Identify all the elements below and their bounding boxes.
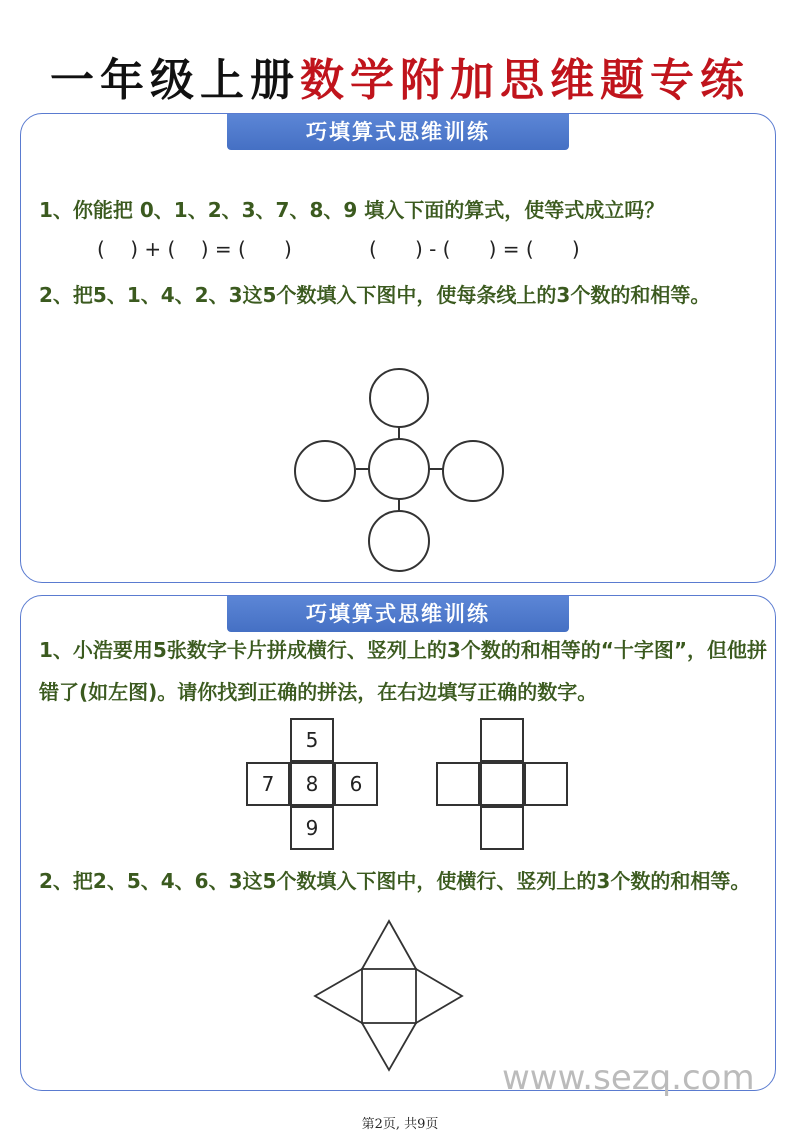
circle-bottom (369, 511, 429, 571)
page-title (0, 44, 800, 108)
title-grade: 一年级上册 (50, 55, 300, 106)
page-footer: 第2页, 共9页 (361, 1117, 439, 1131)
equation-subtract: ( ) - ( ) = ( ) (369, 237, 580, 261)
section-2-panel (20, 595, 776, 1091)
circle-right (443, 441, 503, 501)
blank-bottom[interactable] (480, 806, 524, 850)
card-center: 8 (290, 762, 334, 806)
watermark: www.sezq.com (502, 1058, 755, 1098)
section-2-tab: 巧填算式思维训练 (227, 596, 569, 632)
question-2: 2、把2、5、4、6、3这5个数填入下图中，使横行、竖列上的3个数的和相等。 (39, 869, 751, 893)
card-top: 5 (290, 718, 334, 762)
section-1-panel (20, 113, 776, 583)
card-bottom: 9 (290, 806, 334, 850)
circle-center (369, 439, 429, 499)
question-1: 1、你能把 0、1、2、3、7、8、9 填入下面的算式，使等式成立吗？ (39, 198, 665, 222)
circle-left (295, 441, 355, 501)
circle-cross-diagram (21, 114, 775, 582)
card-left: 7 (246, 762, 290, 806)
card-right: 6 (334, 762, 378, 806)
circle-top (370, 369, 428, 427)
blank-left[interactable] (436, 762, 480, 806)
blank-center[interactable] (480, 762, 524, 806)
blank-top[interactable] (480, 718, 524, 762)
blank-right[interactable] (524, 762, 568, 806)
question-2: 2、把5、1、4、2、3这5个数填入下图中，使每条线上的3个数的和相等。 (39, 283, 711, 307)
question-1: 1、小浩要用5张数字卡片拼成横行、竖列上的3个数的和相等的“十字图”，但他拼错了(如左图)。请你找到正确的拼法，在右边填写正确的数字。 (39, 638, 768, 704)
equation-add: ( ) + ( ) = ( ) (97, 237, 292, 261)
title-subject: 数学附加思维题专练 (300, 55, 750, 106)
section-1-tab: 巧填算式思维训练 (227, 114, 569, 150)
